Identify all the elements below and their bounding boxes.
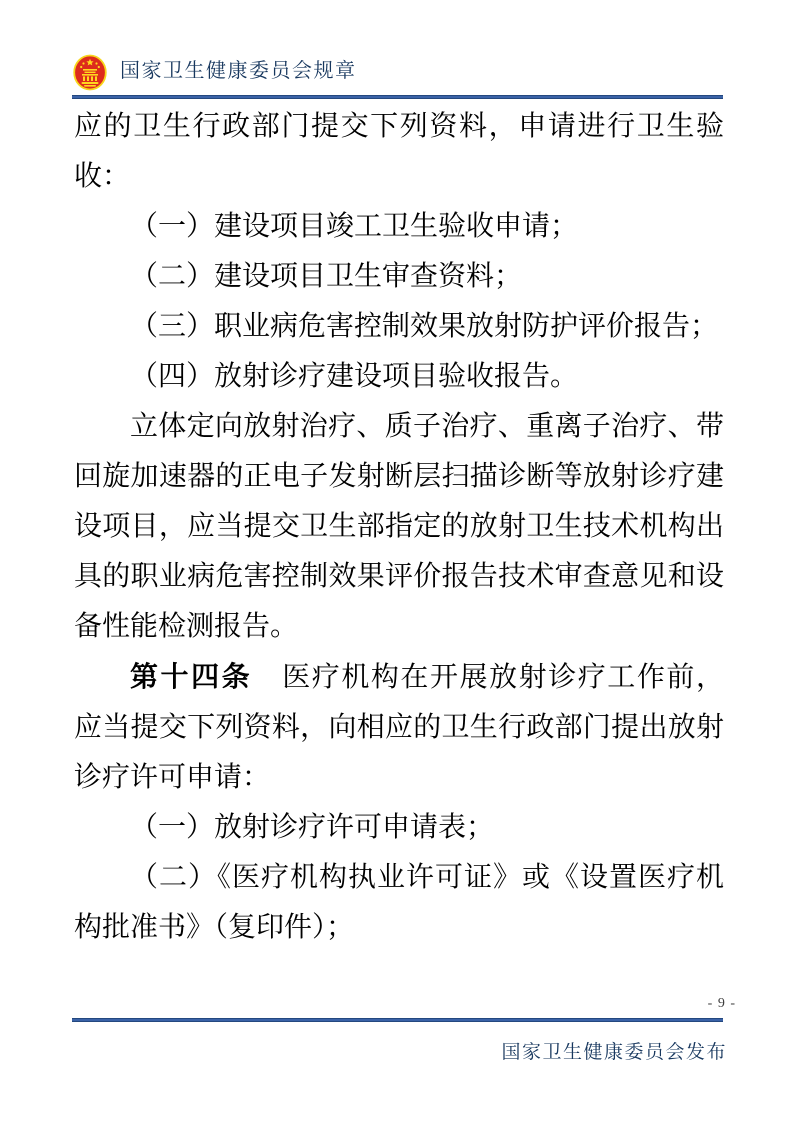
list-item-5: （一）放射诊疗许可申请表； [130, 812, 495, 843]
paragraph-body: 立体定向放射治疗、质子治疗、重离子治疗、带回旋加速器的正电子发射断层扫描诊断等放射诊疗建设项目，应当提交卫生部指定的放射卫生技术机构出具的职业病危害控制效果评价报告技术审查意见和设备性能检测报告。 [74, 411, 724, 642]
publisher-label: 国家卫生健康委员会发布 [501, 1042, 727, 1063]
national-emblem-icon [73, 54, 107, 92]
page-number: - 9 - [707, 996, 736, 1011]
footer-rule [72, 1018, 723, 1022]
document-body [74, 102, 724, 953]
list-item-2: （二）建设项目卫生审查资料； [130, 261, 523, 292]
list-item-3: （三）职业病危害控制效果放射防护评价报告； [130, 311, 719, 342]
header-rule [72, 95, 723, 99]
list-item-1: （一）建设项目竣工卫生验收申请； [130, 211, 579, 242]
header-title: 国家卫生健康委员会规章 [120, 60, 357, 82]
paragraph-continuation: 应的卫生行政部门提交下列资料，申请进行卫生验收： [74, 111, 724, 192]
list-item-6: （二）《医疗机构执业许可证》或《设置医疗机构批准书》（复印件）； [74, 862, 724, 943]
list-item-4: （四）放射诊疗建设项目验收报告。 [130, 361, 579, 392]
article-text: 医疗机构在开展放射诊疗工作前，应当提交下列资料，向相应的卫生行政部门提出放射诊疗许可申请： [74, 662, 724, 793]
article-heading: 第十四条 [130, 661, 253, 692]
paragraph-article-14 [74, 652, 724, 803]
